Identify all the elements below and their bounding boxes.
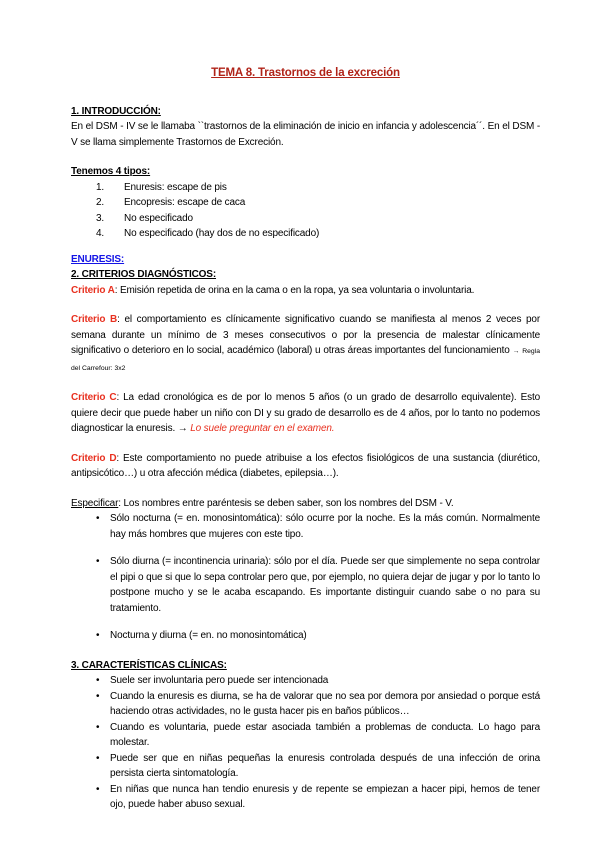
tipos-list xyxy=(71,180,540,242)
bullet-item xyxy=(71,554,540,616)
arrow-icon: → xyxy=(512,348,520,355)
clinicas-bullet-list xyxy=(71,673,540,813)
bullet-text: Nocturna y diurna (= en. no monosintomática) xyxy=(110,630,307,641)
list-number: 4. xyxy=(96,228,105,239)
bullet-icon: • xyxy=(96,721,100,733)
list-item xyxy=(71,195,540,211)
list-number: 3. xyxy=(96,212,105,224)
list-number: 2. xyxy=(96,197,105,208)
criterio-c-paragraph xyxy=(71,390,540,437)
bullet-item xyxy=(71,628,540,644)
list-item-text: No especificado xyxy=(124,212,193,224)
bullet-text: Sólo diurna (= incontinencia urinaria): sólo por el día. Puede ser que simplemente no sepa controlar el pipi o que si que lo sepa controlar pero que, por ejemplo, no quiera dejar de jugar y por lo tanto lo postpone mucho y se le acaba escapando. Es importante distinguir cuando sabe o no para su tratamiento. xyxy=(110,556,540,614)
list-item-text: Enuresis: escape de pis xyxy=(124,181,227,193)
bullet-text: Cuando es voluntaria, puede estar asociada también a problemas de conducta. Lo hago para molestar. xyxy=(110,721,540,748)
bullet-text: Cuando la enuresis es diurna, se ha de valorar que no sea por demora por ansiedad o porque está haciendo otras actividades, no le gusta hacer pis en baños públicos… xyxy=(110,690,540,717)
list-item-text: Encopresis: escape de caca xyxy=(124,197,246,208)
criterio-a-text: : Emisión repetida de orina en la cama o en la ropa, ya sea voluntaria o involuntaria. xyxy=(114,284,475,296)
arrow-icon: → xyxy=(177,423,188,434)
list-item xyxy=(71,211,540,227)
list-number: 1. xyxy=(96,181,105,193)
bullet-item xyxy=(71,673,540,689)
criterio-b-note: Regla del Carrefour: 3x2 xyxy=(71,348,540,372)
bullet-item xyxy=(71,720,540,751)
especificar-text: : Los nombres entre paréntesis se deben saber, son los nombres del DSM - V. xyxy=(118,497,454,509)
heading-criterios: 2. CRITERIOS DIAGNÓSTICOS: xyxy=(71,269,217,280)
bullet-text: En niñas que nunca han tendio enuresis y de repente se empiezan a hacer pipi, hemos de tener ojo, puede haber abuso sexual. xyxy=(110,783,540,810)
criterio-d-text: : Este comportamiento no puede atribuise a los efectos fisiológicos de una sustancia (diurético, antipsicótico…) u otra afección médica (diabetes, epilepsia…). xyxy=(71,452,540,479)
especificar-lead: Especificar xyxy=(71,497,119,509)
bullet-text: Puede ser que en niñas pequeñas la enuresis controlada después de una infección de orina persista cierta sintomatología. xyxy=(110,752,540,779)
bullet-icon: • xyxy=(96,556,100,567)
page-title: TEMA 8. Trastornos de la excreción xyxy=(211,67,400,79)
criterio-a-paragraph xyxy=(71,283,540,299)
enuresis-link-row xyxy=(71,252,540,268)
bullet-text: Suele ser involuntaria pero puede ser intencionada xyxy=(110,675,329,686)
criterio-b-paragraph xyxy=(71,312,540,376)
bullet-icon: • xyxy=(96,752,100,764)
bullet-icon: • xyxy=(96,690,100,702)
especificar-bullet-list xyxy=(71,511,540,644)
bullet-item xyxy=(71,751,540,782)
heading-tipos: Tenemos 4 tipos: xyxy=(71,166,151,177)
enuresis-link[interactable]: ENURESIS: xyxy=(71,253,125,265)
criterio-c-label: Criterio C xyxy=(71,392,117,403)
bullet-text: Sólo nocturna (= en. monosintomática): sólo ocurre por la noche. Es la más común. Normalmente hay más hombres que mujeres con este tipo. xyxy=(110,513,540,540)
bullet-item xyxy=(71,511,540,542)
heading-introduccion: 1. INTRODUCCIÓN: xyxy=(71,105,161,117)
criterio-d-label: Criterio D xyxy=(71,452,117,464)
list-item xyxy=(71,180,540,196)
list-item-text: No especificado (hay dos de no especificado) xyxy=(124,228,320,239)
criterio-d-paragraph xyxy=(71,451,540,482)
bullet-icon: • xyxy=(96,630,100,641)
bullet-item xyxy=(71,782,540,813)
heading-caracteristicas-clinicas: 3. CARACTERÍSTICAS CLÍNICAS: xyxy=(71,659,227,671)
list-item xyxy=(71,226,540,242)
criterio-c-text: : La edad cronológica es de por lo menos 5 años (o un grado de desarrollo equivalente). Esto quiere decir que puede haber un niño con DI y su grado de desarrollo es de 4 años, por lo tanto no podemos diagnosticar la enuresis. xyxy=(71,392,540,434)
bullet-icon: • xyxy=(96,675,100,686)
criterio-a-label: Criterio A xyxy=(71,284,115,296)
intro-paragraph: En el DSM - IV se le llamaba ``trastornos de la eliminación de inicio en infancia y adolescencia´´. En el DSM - V se llama simplemente Trastornos de Excreción. xyxy=(71,121,540,148)
criterio-b-label: Criterio B xyxy=(71,314,118,325)
especificar-line xyxy=(71,496,540,512)
bullet-icon: • xyxy=(96,783,100,795)
criterio-c-exam-note: Lo suele preguntar en el examen. xyxy=(190,423,335,434)
criterio-b-text: : el comportamiento es clínicamente significativo cuando se manifiesta al menos 2 veces por semana durante un mínimo de 3 meses consecutivos o por la presencia de malestar clínicamente significativo o deterioro en lo social, académico (laboral) u otras áreas importantes del funcionamiento xyxy=(71,314,541,356)
bullet-item xyxy=(71,689,540,720)
bullet-icon: • xyxy=(96,513,100,524)
